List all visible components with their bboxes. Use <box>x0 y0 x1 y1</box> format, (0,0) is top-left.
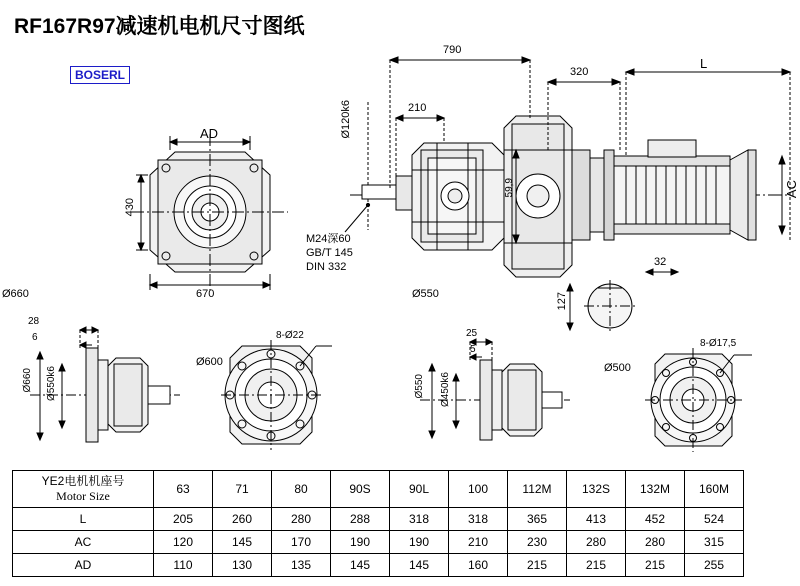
thread-note-block <box>306 232 353 274</box>
dim-450k6: Ø450k6 <box>440 372 451 408</box>
dim-59-9: 59,9 <box>504 178 515 198</box>
cell: 130 <box>213 554 272 577</box>
dim-AD: AD <box>200 126 219 141</box>
dim-210: 210 <box>408 102 427 114</box>
dim-28: 28 <box>28 316 40 327</box>
dim-32: 32 <box>654 256 667 268</box>
cell: 315 <box>685 531 744 554</box>
col-header-3: 90S <box>331 471 390 508</box>
front-view-left <box>132 134 288 290</box>
cell: 210 <box>449 531 508 554</box>
table-body <box>13 471 744 577</box>
header-label-cn: YE2电机机座号 <box>41 474 125 488</box>
cell: 215 <box>508 554 567 577</box>
cell: 190 <box>331 531 390 554</box>
dim-550k6: Ø550k6 <box>46 366 57 402</box>
col-header-1: 71 <box>213 471 272 508</box>
dim-120k6: Ø120k6 <box>340 100 352 139</box>
row-label-AC: AC <box>13 531 154 554</box>
cell: 145 <box>331 554 390 577</box>
cell: 365 <box>508 508 567 531</box>
table-row <box>13 471 744 508</box>
col-header-4: 90L <box>390 471 449 508</box>
table-row <box>13 508 744 531</box>
col-header-2: 80 <box>272 471 331 508</box>
header-label-en: Motor Size <box>56 489 110 503</box>
cell: 255 <box>685 554 744 577</box>
bottom-flange-left <box>221 340 332 450</box>
cell: 452 <box>626 508 685 531</box>
dim-500: Ø500 <box>604 362 631 374</box>
cell: 230 <box>508 531 567 554</box>
bottom-flange-right <box>645 348 752 452</box>
shaft-section-detail <box>567 269 678 332</box>
dim-790: 790 <box>443 44 462 56</box>
row-label-L: L <box>13 508 154 531</box>
note-m24: M24深60 <box>306 233 351 245</box>
dim-25: 25 <box>466 328 478 339</box>
col-header-8: 132M <box>626 471 685 508</box>
table-row <box>13 531 744 554</box>
cell: 110 <box>154 554 213 577</box>
dim-320: 320 <box>570 66 589 78</box>
note-gbt145: GB/T 145 <box>306 247 353 259</box>
main-assembly-view <box>345 57 790 277</box>
cell: 215 <box>567 554 626 577</box>
cell: 215 <box>626 554 685 577</box>
col-header-5: 100 <box>449 471 508 508</box>
dim-550: Ø550 <box>414 374 425 399</box>
dim-127: 127 <box>556 292 568 311</box>
dim-8-22: 8-Ø22 <box>276 330 304 341</box>
brand-logo: BOSERL <box>70 66 130 84</box>
cell: 280 <box>567 531 626 554</box>
page-title: RF167R97减速机电机尺寸图纸 <box>14 15 305 38</box>
cell: 413 <box>567 508 626 531</box>
dim-660: Ø660 <box>22 368 33 393</box>
motor-size-table <box>12 470 744 577</box>
dim-8-17-5: 8-Ø17,5 <box>700 338 737 349</box>
cell: 318 <box>449 508 508 531</box>
cell: 205 <box>154 508 213 531</box>
table-header-cell <box>13 471 154 508</box>
note-din332: DIN 332 <box>306 261 347 273</box>
cell: 260 <box>213 508 272 531</box>
dim-600: Ø600 <box>196 356 223 368</box>
cell: 135 <box>272 554 331 577</box>
cell: 145 <box>213 531 272 554</box>
col-header-7: 132S <box>567 471 626 508</box>
dim-6: 6 <box>32 332 38 343</box>
dim-550-mid: Ø550 <box>412 288 439 300</box>
col-header-0: 63 <box>154 471 213 508</box>
cell: 120 <box>154 531 213 554</box>
dim-AC: AC <box>784 180 799 199</box>
cell: 160 <box>449 554 508 577</box>
cell: 280 <box>272 508 331 531</box>
dim-5: 5 <box>470 344 476 355</box>
dim-L: L <box>700 56 708 71</box>
cell: 318 <box>390 508 449 531</box>
col-header-6: 112M <box>508 471 567 508</box>
cell: 170 <box>272 531 331 554</box>
cell: 145 <box>390 554 449 577</box>
row-label-AD: AD <box>13 554 154 577</box>
cell: 190 <box>390 531 449 554</box>
dim-670: 670 <box>196 288 215 300</box>
table-row <box>13 554 744 577</box>
dim-660-top: Ø660 <box>2 288 29 300</box>
cell: 280 <box>626 531 685 554</box>
cell: 288 <box>331 508 390 531</box>
dim-430: 430 <box>124 198 136 217</box>
cell: 524 <box>685 508 744 531</box>
col-header-9: 160M <box>685 471 744 508</box>
